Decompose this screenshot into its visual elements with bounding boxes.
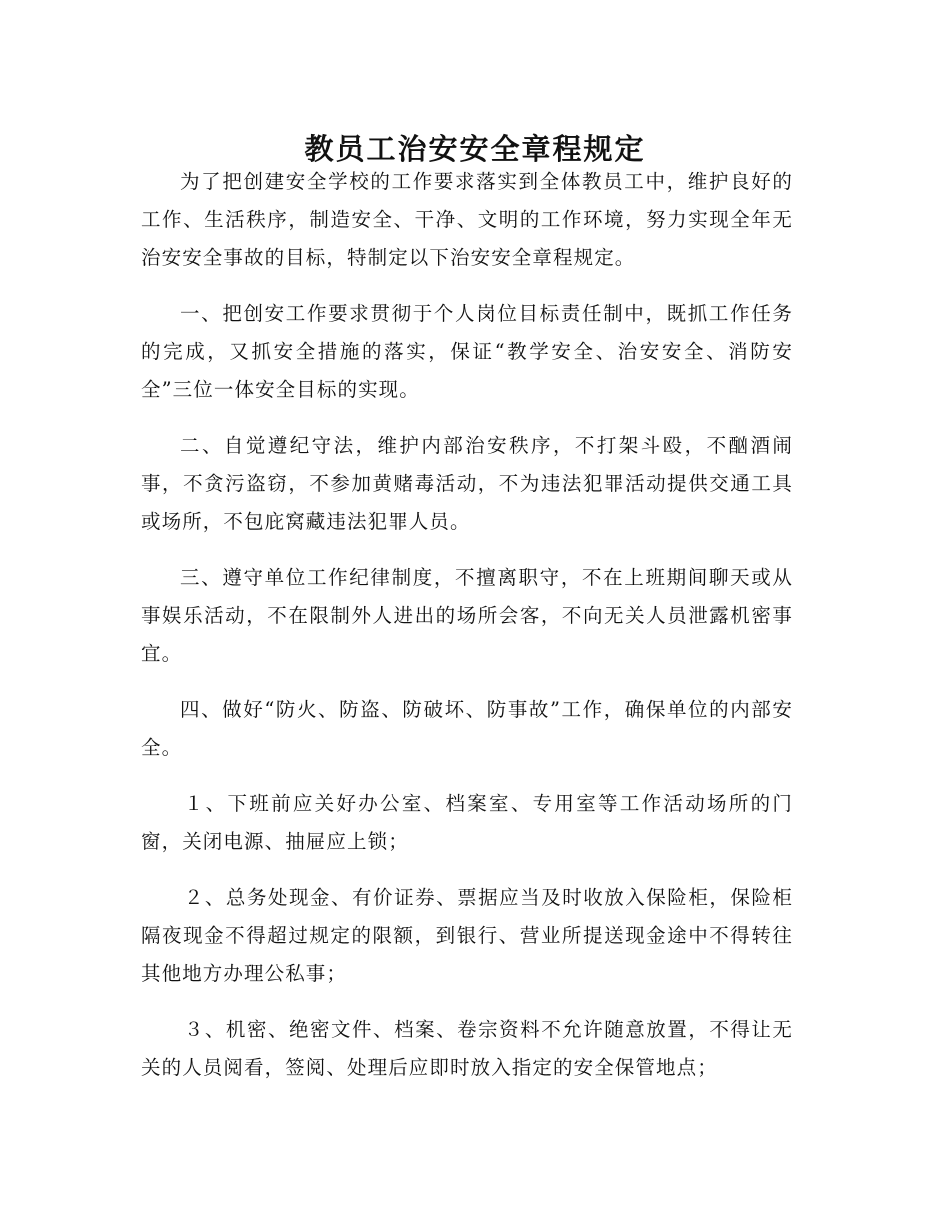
sub-rule-paragraph-1: １、下班前应关好办公室、档案室、专用室等工作活动场所的门窗，关闭电源、抽屉应上锁； xyxy=(141,792,793,853)
rule-paragraph-2: 二、自觉遵纪守法，维护内部治安秩序，不打架斗殴，不酗酒闹事，不贪污盗窃，不参加黄赌毒活动，不为违法犯罪活动提供交通工具或场所，不包庇窝藏违法犯罪人员。 xyxy=(141,434,793,533)
intro-paragraph: 为了把创建安全学校的工作要求落实到全体教员工中，维护良好的工作、生活秩序，制造安全、干净、文明的工作环境，努力实现全年无治安安全事故的目标，特制定以下治安安全章程规定。 xyxy=(141,170,793,269)
rule-paragraph-3: 三、遵守单位工作纪律制度，不擅离职守，不在上班期间聊天或从事娱乐活动，不在限制外人进出的场所会客，不向无关人员泄露机密事宜。 xyxy=(141,566,793,665)
document-title: 教员工治安安全章程规定 xyxy=(304,132,646,167)
rule-paragraph-4: 四、做好“防火、防盗、防破坏、防事故”工作，确保单位的内部安全。 xyxy=(141,698,793,759)
sub-rule-paragraph-2: ２、总务处现金、有价证券、票据应当及时收放入保险柜，保险柜隔夜现金不得超过规定的限额，到银行、营业所提送现金途中不得转往其他地方办理公私事； xyxy=(141,886,793,985)
document-body xyxy=(141,163,793,1105)
rule-paragraph-1: 一、把创安工作要求贯彻于个人岗位目标责任制中，既抓工作任务的完成，又抓安全措施的落实，保证“教学安全、治安安全、消防安全”三位一体安全目标的实现。 xyxy=(141,302,793,401)
sub-rule-paragraph-3: ３、机密、绝密文件、档案、卷宗资料不允许随意放置，不得让无关的人员阅看，签阅、处理后应即时放入指定的安全保管地点； xyxy=(141,1018,793,1079)
